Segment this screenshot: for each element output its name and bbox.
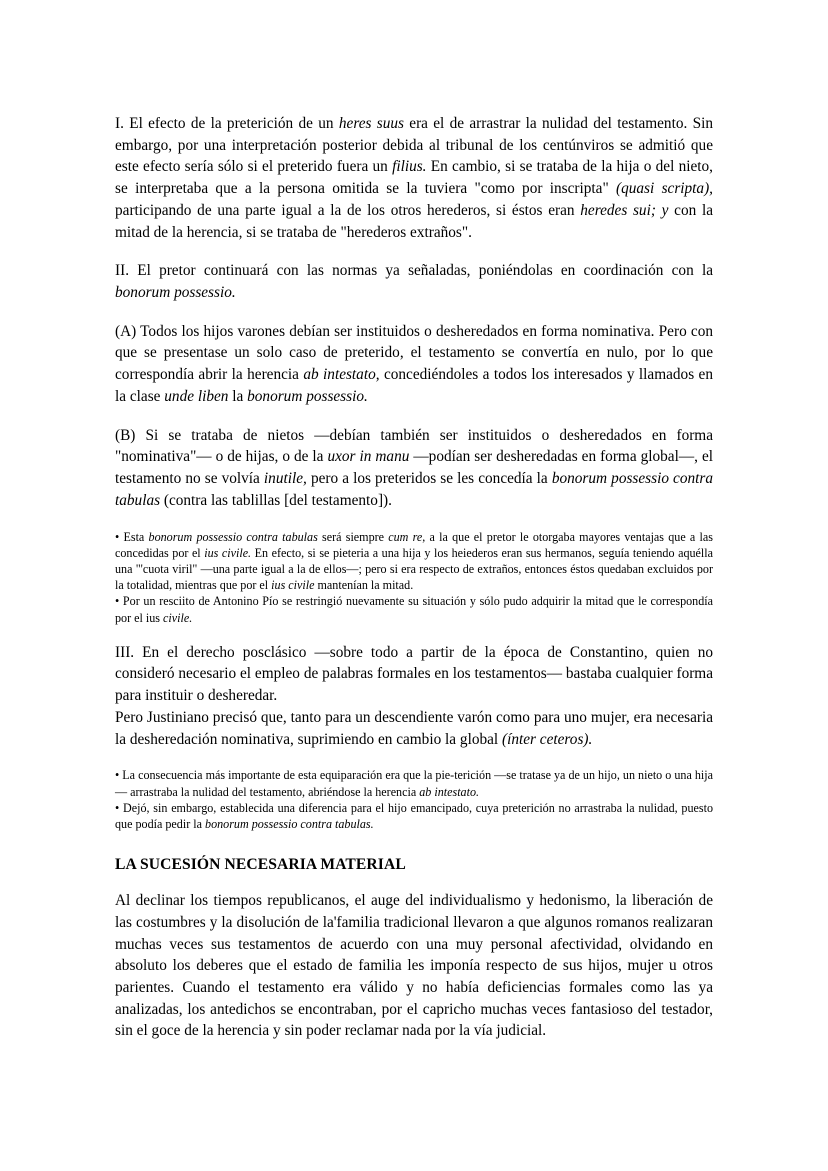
footnote-item: • Dejó, sin embargo, establecida una diferencia para el hijo emancipado, cuya preterición no arrastraba la nulidad, puesto que podía pedir la bonorum possessio contra tabulas. [115, 800, 713, 831]
footnote-group-1 [115, 529, 713, 626]
footnote-item: • Por un resciito de Antonino Pío se restringió nuevamente su situación y sólo pudo adquirir la mitad que le correspondía por el ius civile. [115, 594, 713, 625]
paragraph-i: I. El efecto de la preterición de un heres suus era el de arrastrar la nulidad del testamento. Sin embargo, por una interpretación posterior debida al tribunal de los centúnviros se admitió que este efecto sería sólo si el preterido fuera un filius. En cambio, si se trataba de la hija o del nieto, se interpretaba que a la persona omitida se la tuviera "como por inscripta" (quasi scripta), participando de una parte igual a la de los otros herederos, si éstos eran heredes sui; y con la mitad de la herencia, si se trataba de "herederos extraños". [115, 115, 714, 241]
paragraph-a: (A) Todos los hijos varones debían ser instituidos o desheredados en forma nominativa. Pero con que se presentase un solo caso de preterido, el testamento se convertía en nulo, por lo que correspondía abrir la herencia ab intestato, concediéndoles a todos los interesados y llamados en la clase unde liben la bonorum possessio. [115, 322, 713, 405]
footnote-item: • La consecuencia más importante de esta equiparación era que la pie-terición —se tratase ya de un hijo, un nieto o una hija— arrastraba la nulidad del testamento, abriéndose la herencia ab intestato. [115, 768, 713, 799]
paragraph-justiniano: Pero Justiniano precisó que, tanto para un descendiente varón como para uno mujer, era necesaria la desheredación nominativa, suprimiendo en cambio la global (ínter ceteros). [115, 708, 713, 748]
paragraph-ii: II. El pretor continuará con las normas ya señaladas, poniéndolas en coordinación con la bonorum possessio. [115, 262, 713, 302]
paragraph-iii: III. En el derecho posclásico —sobre todo a partir de la época de Constantino, quien no consideró necesario el empleo de palabras formales en los testamentos— bastaba cualquier forma para instituir o desheredar. [115, 643, 713, 705]
document-body [115, 113, 713, 1042]
paragraph-final: Al declinar los tiempos republicanos, el auge del individualismo y hedonismo, la liberación de las costumbres y la disolución de la'familia tradicional llevaron a que algunos romanos realizaran muchas veces sus testamentos de acuerdo con una muy personal afectividad, olvidando en absoluto los deberes que el estado de familia les imponía respecto de sus hijos, mujer u otros parientes. Cuando el testamento era válido y no había deficiencias formales como las ya analizadas, los antedichos se encontraban, por el capricho muchas veces fantasioso del testador, sin el goce de la herencia y sin poder reclamar nada por la vía judicial. [115, 892, 713, 1040]
footnote-group-2 [115, 767, 713, 832]
footnote-item: • Esta bonorum possessio contra tabulas será siempre cum re, a la que el pretor le otorgaba mayores ventajas que a las concedidas por el ius civile. En efecto, si se pieteria a una hija y los heiederos eran sus hermanos, seguía teniendo aquélla una "'cuota viril" —una parte igual a la de ellos—; pero si era respecto de extraños, entonces éstos quedaban excluidos por la totalidad, mientras que por el ius civile mantenían la mitad. [115, 529, 713, 593]
paragraph-b: (B) Si se trataba de nietos —debían también ser instituidos o desheredados en forma "nominativa"— o de hijas, o de la uxor in manu —podían ser desheredadas en forma global—, el testamento no se volvía inutile, pero a los preteridos se les concedía la bonorum possessio contra tabulas (contra las tablillas [del testamento]). [115, 426, 713, 509]
section-heading: LA SUCESIÓN NECESARIA MATERIAL [115, 856, 406, 874]
